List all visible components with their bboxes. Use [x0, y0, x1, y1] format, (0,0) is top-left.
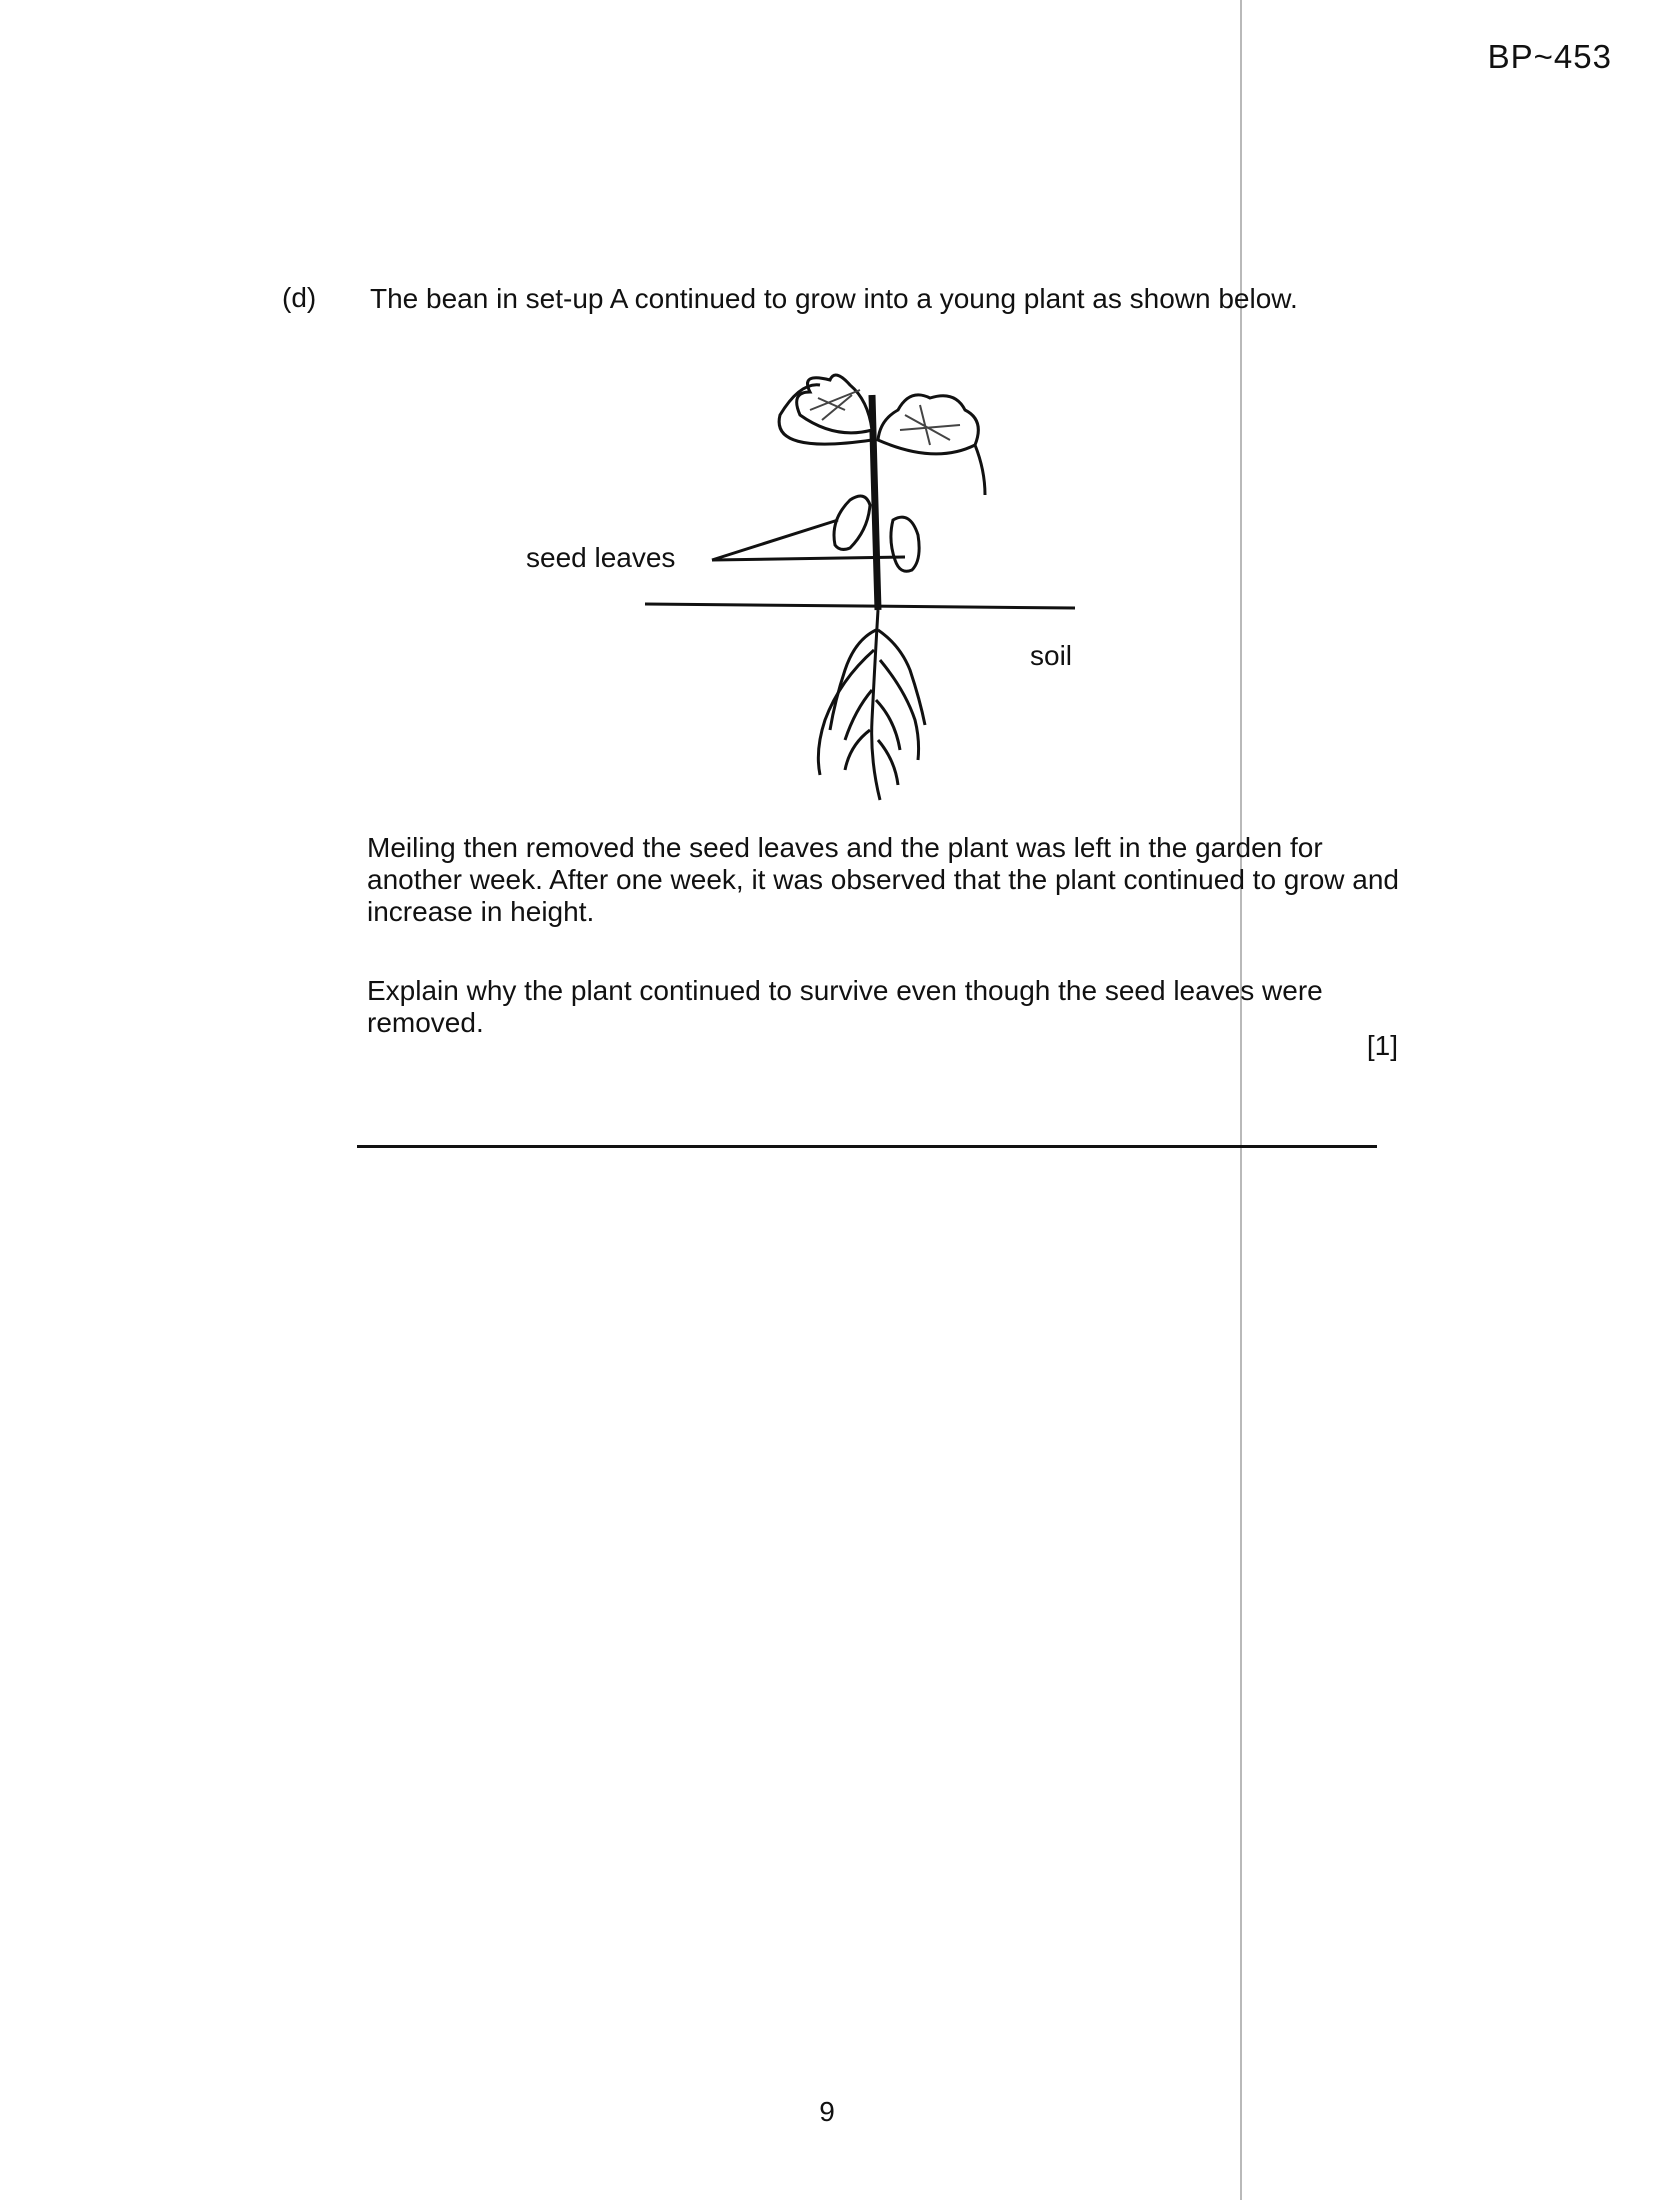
marks-label: [1] — [1366, 1030, 1398, 1061]
question-paragraph-1: Meiling then removed the seed leaves and the plant was left in the garden for another week. After one week, it was observed that the plant continued to grow and increase in height. — [367, 832, 1399, 927]
question-paragraph-2: Explain why the plant continued to survive even though the seed leaves were removed. — [367, 975, 1323, 1038]
answer-line[interactable] — [357, 1145, 1377, 1148]
soil-line — [645, 604, 1075, 608]
seed-leaves-label: seed leaves — [526, 542, 676, 573]
true-leaves — [779, 375, 985, 495]
soil-label: soil — [1030, 640, 1073, 671]
question-intro: The bean in set-up A continued to grow into a young plant as shown below. — [370, 283, 1298, 314]
plant-roots — [818, 610, 925, 800]
page-number: 9 — [819, 2096, 835, 2127]
question-label: (d) — [282, 282, 317, 313]
paper-code: BP~453 — [1487, 38, 1612, 75]
